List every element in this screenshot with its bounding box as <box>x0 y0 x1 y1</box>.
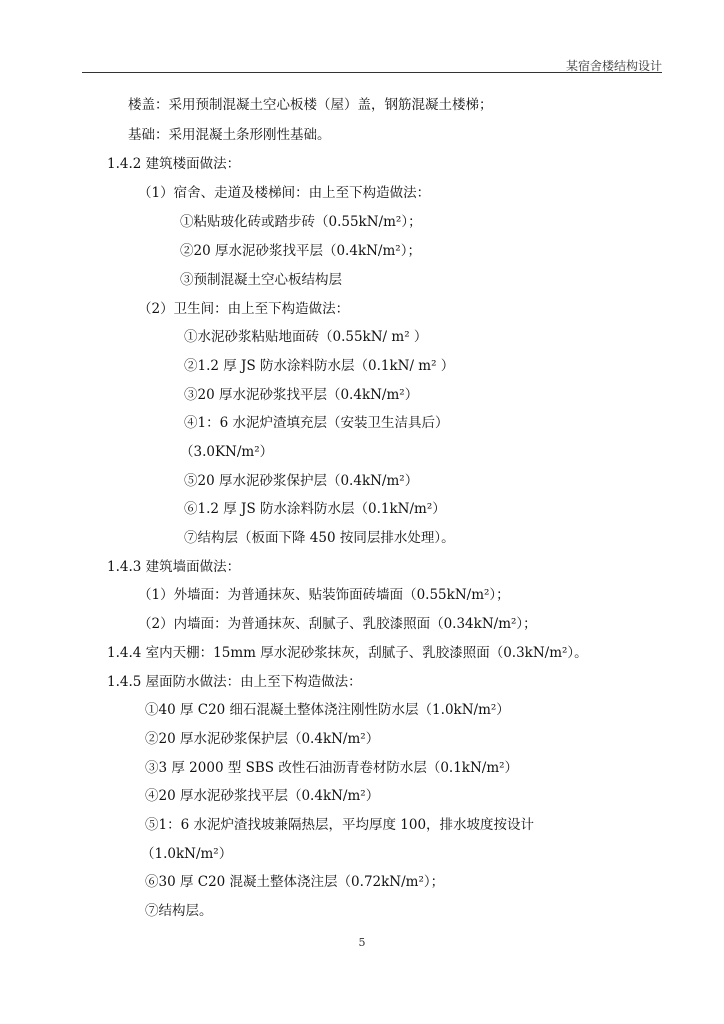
section-heading-1-4-2: 1.4.2 建筑楼面做法： <box>107 156 241 172</box>
wall-item-interior: （2）内墙面：为普通抹灰、刮腻子、乳胶漆照面（0.34kN/m²）； <box>138 616 537 632</box>
wall-item-exterior: （1）外墙面：为普通抹灰、贴装饰面砖墙面（0.55kN/m²）； <box>138 587 510 603</box>
section-heading-1-4-4: 1.4.4 室内天棚：15mm 厚水泥砂浆抹灰，刮腻子、乳胶漆照面（0.3kN/m²）。 <box>107 645 588 661</box>
subheading-bathroom: （2）卫生间：由上至下构造做法： <box>138 301 350 317</box>
list-item: ②20 厚水泥砂浆保护层（0.4kN/m²） <box>145 731 380 747</box>
section-heading-1-4-5: 1.4.5 屋面防水做法：由上至下构造做法： <box>107 674 362 690</box>
list-item: ③预制混凝土空心板结构层 <box>180 272 342 288</box>
list-item: ⑥1.2 厚 JS 防水涂料防水层（0.1kN/m²） <box>184 501 446 517</box>
header-divider <box>82 72 662 73</box>
page-number: 5 <box>358 936 366 949</box>
list-item: ⑦结构层（板面下降 450 按同层排水处理）。 <box>184 530 455 546</box>
list-item: ①水泥砂浆粘贴地面砖（0.55kN/ m² ） <box>184 329 428 345</box>
list-item: ①粘贴玻化砖或踏步砖（0.55kN/m²）； <box>180 214 422 230</box>
subheading-dorm-corridor: （1）宿舍、走道及楼梯间：由上至下构造做法： <box>138 185 431 201</box>
section-heading-1-4-3: 1.4.3 建筑墙面做法： <box>107 559 241 575</box>
list-item: ②20 厚水泥砂浆找平层（0.4kN/m²）； <box>180 243 421 259</box>
running-header: 某宿舍楼结构设计 <box>565 59 662 73</box>
body-line-foundation: 基础：采用混凝土条形刚性基础。 <box>128 127 331 143</box>
list-item: ③3 厚 2000 型 SBS 改性石油沥青卷材防水层（0.1kN/m²） <box>145 760 519 776</box>
list-item: ⑤20 厚水泥砂浆保护层（0.4kN/m²） <box>184 473 419 489</box>
list-item: ④20 厚水泥砂浆找平层（0.4kN/m²） <box>145 788 380 804</box>
list-item: ⑥30 厚 C20 混凝土整体浇注层（0.72kN/m²）； <box>145 874 445 890</box>
body-line-floor-system: 楼盖：采用预制混凝土空心板楼（屋）盖，钢筋混凝土楼梯； <box>128 97 493 113</box>
list-item: ④1：6 水泥炉渣填充层（安装卫生洁具后） <box>184 415 449 431</box>
list-item-continuation: （1.0kN/m²） <box>141 846 233 862</box>
list-item: ③20 厚水泥砂浆找平层（0.4kN/m²） <box>184 387 419 403</box>
list-item-continuation: （3.0KN/m²） <box>180 444 274 460</box>
list-item: ⑤1：6 水泥炉渣找坡兼隔热层，平均厚度 100，排水坡度按设计 <box>145 817 535 833</box>
list-item: ②1.2 厚 JS 防水涂料防水层（0.1kN/ m² ） <box>184 358 455 374</box>
list-item: ⑦结构层。 <box>145 903 213 919</box>
list-item: ①40 厚 C20 细石混凝土整体浇注刚性防水层（1.0kN/m²） <box>145 702 510 718</box>
